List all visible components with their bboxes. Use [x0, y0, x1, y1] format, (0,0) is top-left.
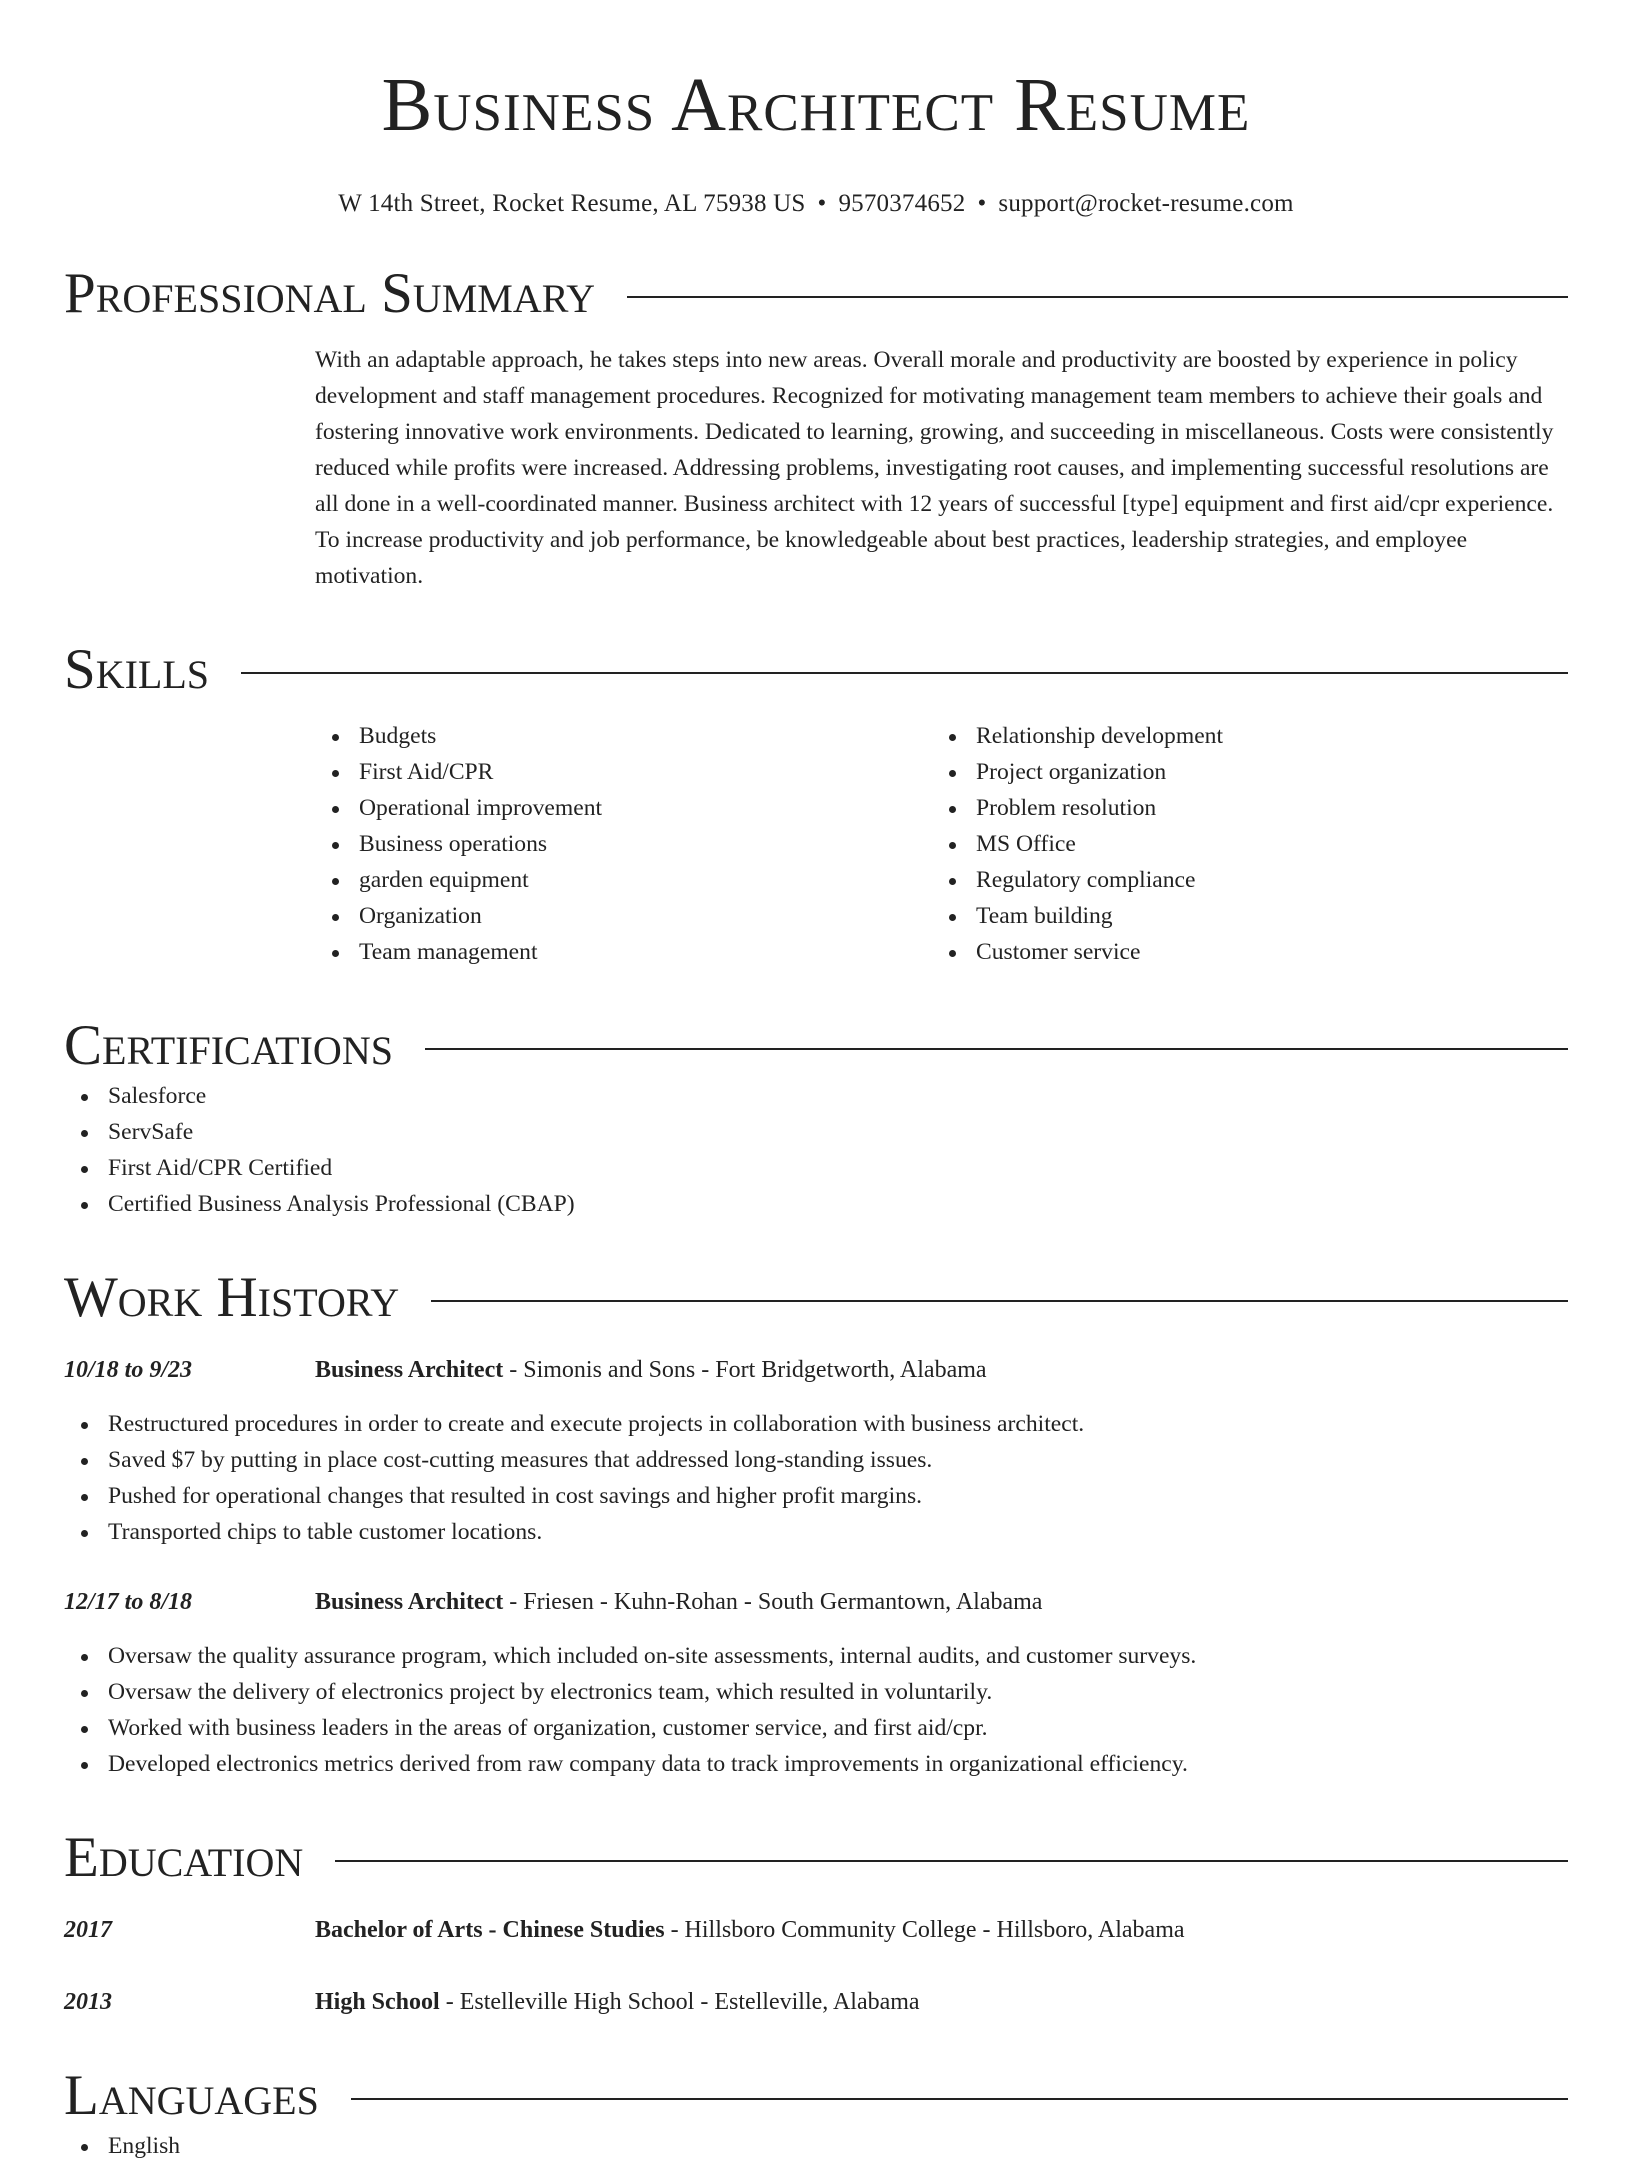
section-divider: [425, 1048, 1568, 1050]
skill-item: Relationship development: [932, 718, 1549, 754]
job-bullet: Worked with business leaders in the areas of organization, customer service, and first aid/cpr.: [64, 1710, 1568, 1746]
languages-list: [64, 2128, 1568, 2164]
education-year: 2017: [64, 1917, 112, 1943]
section-title-certifications: Certifications: [64, 1014, 393, 1077]
summary-text: With an adaptable approach, he takes steps into new areas. Overall morale and productivity are boosted by experience in policy development and staff management procedures. Recognized for motivating management team members to achieve their goals and fostering innovative work environments. Dedicated to learning, growing, and succeeding in miscellaneous. Costs were consistently reduced while profits were increased. Addressing problems, investigating root causes, and implementing successful resolutions are all done in a well-coordinated manner. Business architect with 12 years of successful [type] equipment and first aid/cpr experience. To increase productivity and job performance, be knowledgeable about best practices, leadership strategies, and employee motivation.: [315, 347, 1554, 589]
job-bullet: Saved $7 by putting in place cost-cutting measures that addressed long-standing issues.: [64, 1442, 1568, 1478]
skills-list-left: [315, 718, 932, 970]
job-header: [64, 1352, 1568, 1388]
education-heading: [315, 1984, 920, 2020]
job-bullet: Oversaw the quality assurance program, which included on-site assessments, internal audits, and customer surveys.: [64, 1638, 1568, 1674]
section-title-summary: Professional Summary: [64, 262, 596, 325]
contact-separator: •: [817, 190, 827, 217]
job-bullets: [64, 1406, 1568, 1550]
skill-item: Regulatory compliance: [932, 862, 1549, 898]
certification-item: ServSafe: [64, 1114, 1568, 1150]
skill-item: MS Office: [932, 826, 1549, 862]
job-title: Business Architect: [315, 1589, 504, 1615]
contact-phone: 9570374652: [838, 190, 966, 217]
skill-item: Customer service: [932, 934, 1549, 970]
section-title-languages: Languages: [64, 2064, 319, 2127]
job-bullet: Restructured procedures in order to create and execute projects in collaboration with business architect.: [64, 1406, 1568, 1442]
education-entry: [64, 1984, 1568, 2020]
section-header-languages: [64, 2064, 1568, 2128]
job-dates: 12/17 to 8/18: [64, 1589, 193, 1615]
contact-separator: •: [977, 190, 987, 217]
skill-item: Problem resolution: [932, 790, 1549, 826]
skills-list-right: [932, 718, 1549, 970]
skill-item: Business operations: [315, 826, 932, 862]
education-details: - Hillsboro Community College - Hillsboro, Alabama: [664, 1917, 1185, 1943]
job-title: Business Architect: [315, 1357, 504, 1383]
section-divider: [335, 1860, 1568, 1862]
section-header-certifications: [64, 1014, 1568, 1078]
education-entry: [64, 1912, 1568, 1948]
section-title-skills: Skills: [64, 638, 210, 701]
education-details: - Estelleville High School - Estelleville, Alabama: [439, 1989, 920, 2015]
job-entry: [64, 1584, 1568, 1782]
section-divider: [351, 2098, 1568, 2100]
education-degree: Bachelor of Arts - Chinese Studies: [315, 1917, 665, 1943]
certification-item: Salesforce: [64, 1078, 1568, 1114]
contact-line: [64, 190, 1568, 218]
section-divider: [431, 1300, 1568, 1302]
job-bullet: Oversaw the delivery of electronics project by electronics team, which resulted in voluntarily.: [64, 1674, 1568, 1710]
job-heading: [315, 1352, 987, 1388]
certification-item: First Aid/CPR Certified: [64, 1150, 1568, 1186]
education-year: 2013: [64, 1989, 112, 2015]
job-bullet: Transported chips to table customer locations.: [64, 1514, 1568, 1550]
section-header-education: [64, 1826, 1568, 1890]
job-bullet: Developed electronics metrics derived from raw company data to track improvements in organizational efficiency.: [64, 1746, 1568, 1782]
certifications-list: [64, 1078, 1568, 1222]
contact-address: W 14th Street, Rocket Resume, AL 75938 US: [338, 190, 806, 217]
section-header-work-history: [64, 1266, 1568, 1330]
skill-item: Team building: [932, 898, 1549, 934]
skill-item: Budgets: [315, 718, 932, 754]
section-title-work-history: Work History: [64, 1266, 400, 1329]
education-degree: High School: [315, 1989, 440, 2015]
skill-item: Operational improvement: [315, 790, 932, 826]
section-divider: [241, 672, 1568, 674]
skill-item: First Aid/CPR: [315, 754, 932, 790]
skill-item: garden equipment: [315, 862, 932, 898]
certification-item: Certified Business Analysis Professional (CBAP): [64, 1186, 1568, 1222]
job-details: - Friesen - Kuhn-Rohan - South Germantown, Alabama: [503, 1589, 1043, 1615]
contact-email[interactable]: support@rocket-resume.com: [998, 190, 1294, 217]
education-heading: [315, 1912, 1185, 1948]
skills-grid: [315, 718, 1568, 970]
language-item: English: [64, 2128, 1568, 2164]
job-bullets: [64, 1638, 1568, 1782]
section-header-summary: [64, 262, 1568, 326]
job-bullet: Pushed for operational changes that resulted in cost savings and higher profit margins.: [64, 1478, 1568, 1514]
job-dates: 10/18 to 9/23: [64, 1357, 193, 1383]
section-divider: [627, 296, 1568, 298]
section-header-skills: [64, 638, 1568, 702]
job-heading: [315, 1584, 1042, 1620]
section-title-education: Education: [64, 1826, 304, 1889]
skill-item: Team management: [315, 934, 932, 970]
job-details: - Simonis and Sons - Fort Bridgetworth, Alabama: [503, 1357, 987, 1383]
skill-item: Project organization: [932, 754, 1549, 790]
job-header: [64, 1584, 1568, 1620]
job-entry: [64, 1352, 1568, 1550]
resume-title: Business Architect Resume: [381, 63, 1251, 147]
skill-item: Organization: [315, 898, 932, 934]
